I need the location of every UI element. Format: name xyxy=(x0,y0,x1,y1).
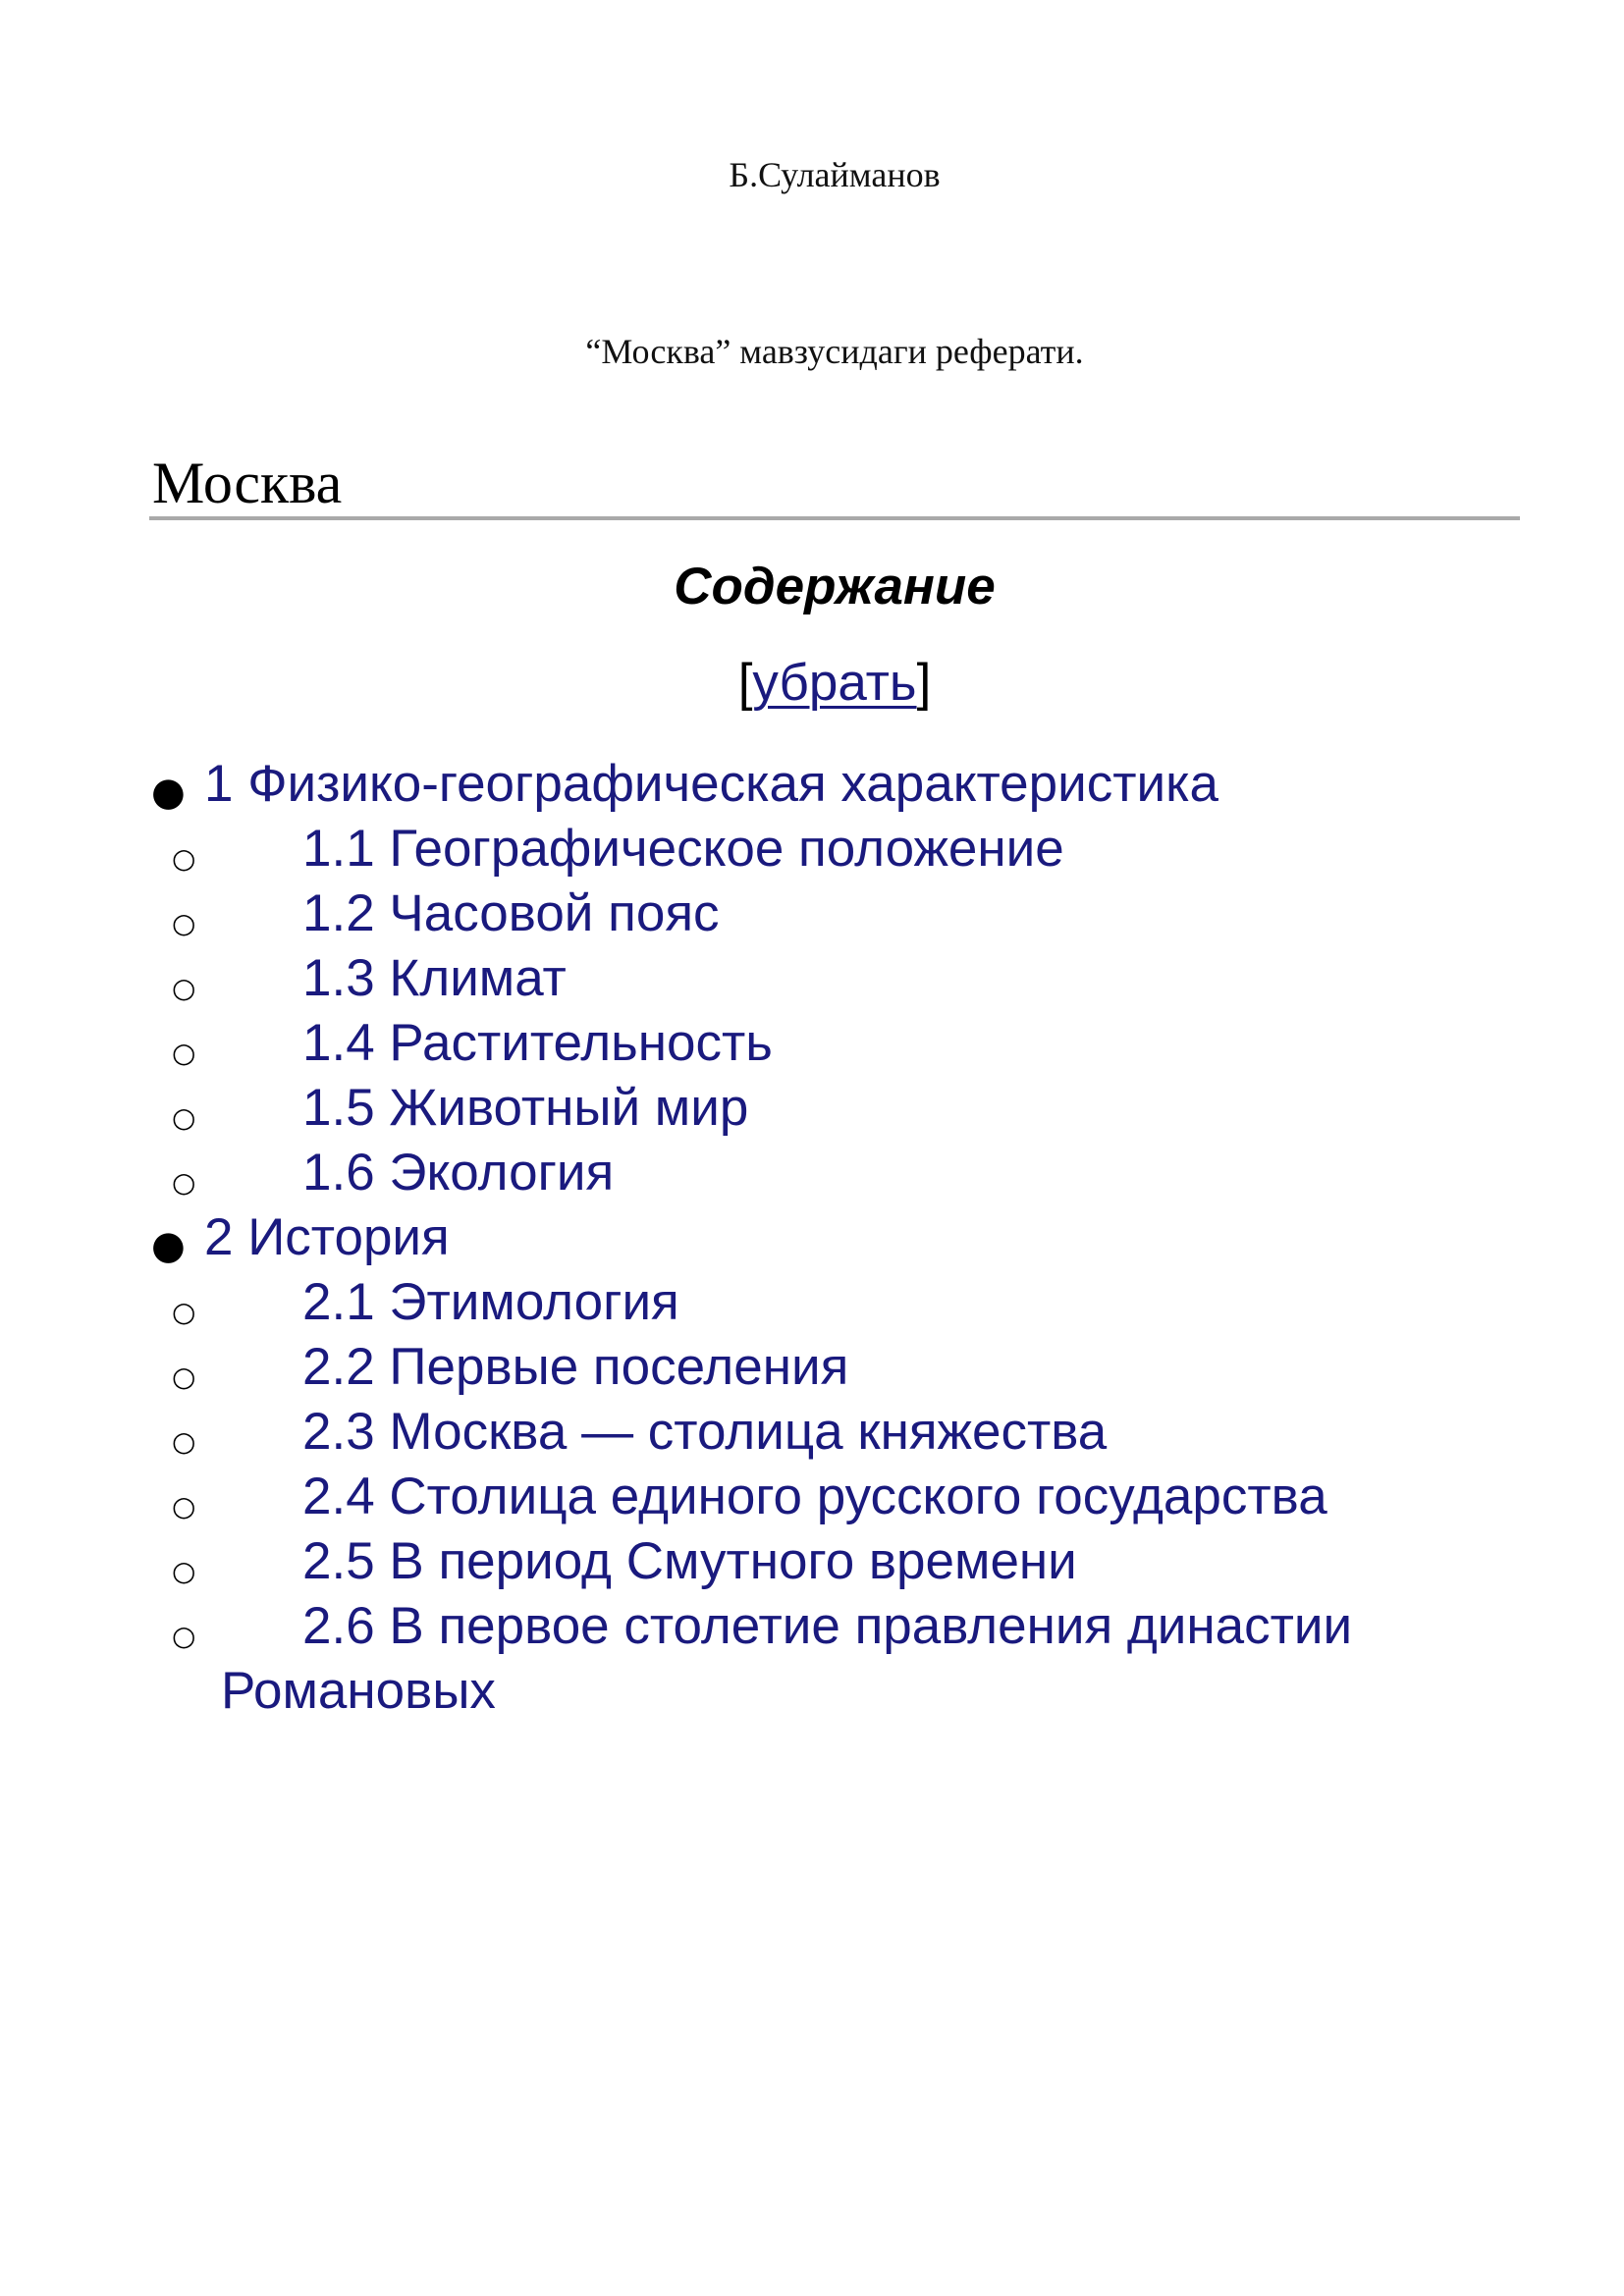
toc-toggle-open-bracket: [ xyxy=(737,654,753,712)
bullet-circle-icon: ○ xyxy=(172,1425,196,1458)
bullet-circle-icon: ○ xyxy=(172,842,196,875)
bullet-circle-icon: ○ xyxy=(172,1037,196,1069)
toc-item-label: 2.5 В период Смутного времени xyxy=(302,1532,1077,1590)
toc-item-1-3[interactable] xyxy=(0,946,1624,1011)
toc-item-2-1[interactable] xyxy=(0,1270,1624,1335)
toc-item-label: 2.1 Этимология xyxy=(302,1273,679,1331)
toc-item-label: 2.2 Первые поселения xyxy=(302,1338,849,1396)
toc-item-label: 1.3 Климат xyxy=(302,949,567,1007)
toc-item-1-5[interactable] xyxy=(0,1076,1624,1141)
toc-item-2-5[interactable] xyxy=(0,1529,1624,1594)
bullet-circle-icon: ○ xyxy=(172,1101,196,1134)
toc-item-label: 2.3 Москва — столица княжества xyxy=(302,1403,1108,1461)
toc-item-label: 1.2 Часовой пояс xyxy=(302,884,720,942)
bullet-disc-icon: ● xyxy=(151,770,186,815)
toc-toggle xyxy=(0,652,1624,715)
author-name: Б.Сулайманов xyxy=(729,155,941,194)
toc-item-label: 1 Физико-географическая характеристика xyxy=(204,755,1218,813)
toc-item-2-3[interactable] xyxy=(0,1400,1624,1465)
toc-item-1-6[interactable] xyxy=(0,1141,1624,1205)
toc-item-label: 1.6 Экология xyxy=(302,1144,615,1201)
toc-list xyxy=(0,752,1624,1724)
toc-item-1[interactable] xyxy=(0,752,1624,817)
bullet-circle-icon: ○ xyxy=(172,972,196,1004)
toc-item-1-4[interactable] xyxy=(0,1011,1624,1076)
document-subtitle: “Москва” мавзусидаги реферати. xyxy=(585,332,1084,371)
toc-item-label: 2.4 Столица единого русского государства xyxy=(302,1468,1327,1525)
toc-item-label: 1.4 Растительность xyxy=(302,1014,773,1072)
toc-item-2[interactable] xyxy=(0,1205,1624,1270)
heading-divider xyxy=(149,516,1520,520)
bullet-circle-icon: ○ xyxy=(172,907,196,939)
toc-item-2-4[interactable] xyxy=(0,1465,1624,1529)
toc-hide-link[interactable]: убрать xyxy=(752,654,917,712)
toc-item-label: 1.5 Животный мир xyxy=(302,1079,749,1137)
toc-title: Содержание xyxy=(674,558,996,615)
bullet-circle-icon: ○ xyxy=(172,1166,196,1199)
toc-item-1-2[interactable] xyxy=(0,881,1624,946)
toc-toggle-close-bracket: ] xyxy=(916,654,932,712)
toc-item-1-1[interactable] xyxy=(0,817,1624,881)
toc-item-label: 2 История xyxy=(204,1208,450,1266)
bullet-circle-icon: ○ xyxy=(172,1296,196,1328)
bullet-disc-icon: ● xyxy=(151,1223,186,1268)
toc-item-label: 2.6 В первое столетие правления династии Романовых xyxy=(221,1597,1353,1720)
bullet-circle-icon: ○ xyxy=(172,1490,196,1522)
bullet-circle-icon: ○ xyxy=(172,1361,196,1393)
page-title: Москва xyxy=(152,451,343,515)
toc-item-label: 1.1 Географическое положение xyxy=(302,820,1064,878)
toc-item-2-2[interactable] xyxy=(0,1335,1624,1400)
bullet-circle-icon: ○ xyxy=(172,1555,196,1587)
bullet-circle-icon: ○ xyxy=(172,1620,196,1652)
toc-item-2-6[interactable] xyxy=(0,1594,1497,1724)
